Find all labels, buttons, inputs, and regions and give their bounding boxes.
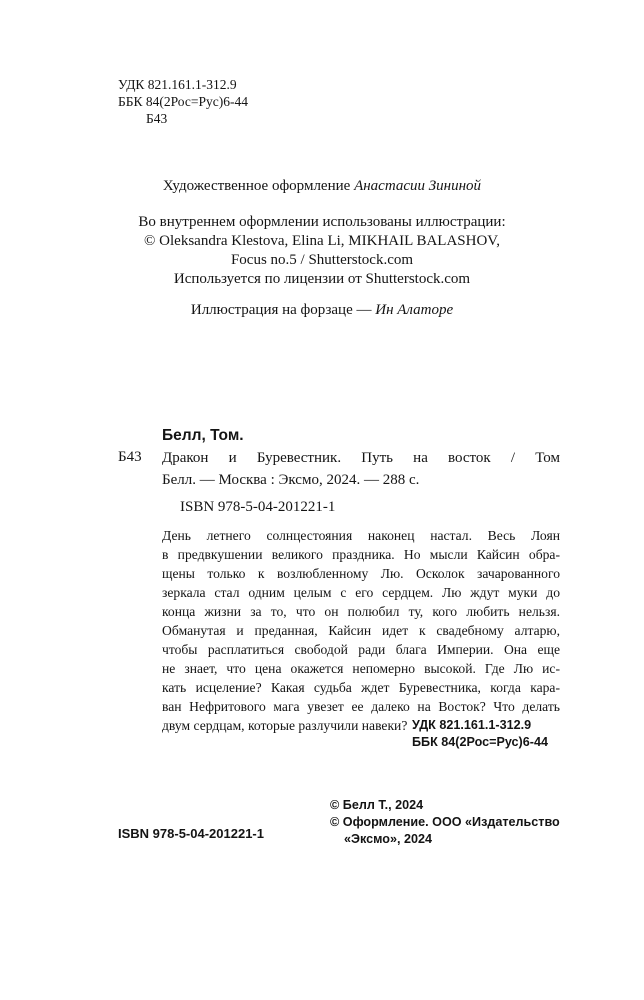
- annotation: [162, 526, 560, 735]
- art-design-name: Анастасии Зининой: [354, 178, 482, 194]
- illustrations-line-2: © Oleksandra Klestova, Elina Li, MIKHAIL BALASHOV,: [144, 233, 500, 249]
- annotation-line: Обманутая и преданная, Кайсин идет к свадебному алтарю,: [162, 623, 560, 638]
- copyright-design-line-2: «Эксмо», 2024: [344, 832, 432, 846]
- endpaper-label: Иллюстрация на форзаце —: [190, 302, 376, 318]
- annotation-line: чтобы расплатиться свободой ради блага Империи. Она еще: [162, 642, 560, 657]
- annotation-line: двум сердцам, которые разлучили навеки?: [162, 718, 408, 733]
- annotation-line: не знает, что цена окажется непомерно высокой. Где Лю ис-: [162, 661, 560, 676]
- isbn-bottom: ISBN 978-5-04-201221-1: [118, 826, 264, 841]
- annotation-line: зеркала стал одним целым с его сердцем. Лю ждут муки до: [162, 585, 560, 600]
- annotation-line: в предвкушении великого праздника. Но мысли Кайсин обра-: [162, 547, 560, 562]
- classification-codes-top: [118, 76, 248, 127]
- endpaper-artist: Ин Алаторе: [375, 302, 454, 318]
- catalog-cutter: Б43: [118, 449, 142, 465]
- illustrations-credit: [0, 213, 644, 289]
- annotation-line: конца жизни за то, что он полюбил ту, кого любить нельзя.: [162, 604, 560, 619]
- copyright-author: © Белл Т., 2024: [330, 798, 424, 812]
- catalog-author: Белл, Том.: [162, 427, 244, 444]
- copyright-design-line-1: © Оформление. ООО «Издательство: [330, 815, 560, 829]
- copyright-block: [330, 797, 580, 848]
- udk-code-bottom: УДК 821.161.1-312.9: [412, 718, 532, 732]
- art-design-credit: [0, 177, 644, 196]
- catalog-title-line-2: Белл. — Москва : Эксмо, 2024. — 288 с.: [162, 472, 420, 488]
- udk-code: УДК 821.161.1-312.9: [118, 77, 237, 92]
- classification-codes-bottom: [412, 717, 548, 751]
- annotation-line: День летнего солнцестояния наконец настал. Весь Лоян: [162, 528, 560, 543]
- illustrations-line-4: Используется по лицензии от Shutterstock.com: [173, 271, 471, 287]
- art-design-label: Художественное оформление: [162, 178, 355, 194]
- bbk-code: ББК 84(2Рос=Рус)6-44: [118, 94, 248, 109]
- catalog-title-line-1: Дракон и Буревестник. Путь на восток / Том: [162, 450, 560, 466]
- bbk-code-bottom: ББК 84(2Рос=Рус)6-44: [412, 735, 548, 749]
- illustrations-line-1: Во внутреннем оформлении использованы иллюстрации:: [138, 214, 506, 230]
- illustrations-line-3: Focus no.5 / Shutterstock.com: [230, 252, 414, 268]
- catalog-isbn: ISBN 978-5-04-201221-1: [180, 499, 336, 515]
- annotation-line: ван Нефритового мага увезет ее далеко на Восток? Что делать: [162, 699, 560, 714]
- cutter-code: Б43: [146, 111, 168, 126]
- annotation-line: щены только к возлюбленному Лю. Осколок зачарованного: [162, 566, 560, 581]
- endpaper-credit: [0, 301, 644, 320]
- annotation-line: кать исцеление? Какая судьба ждет Буревестника, когда кара-: [162, 680, 560, 695]
